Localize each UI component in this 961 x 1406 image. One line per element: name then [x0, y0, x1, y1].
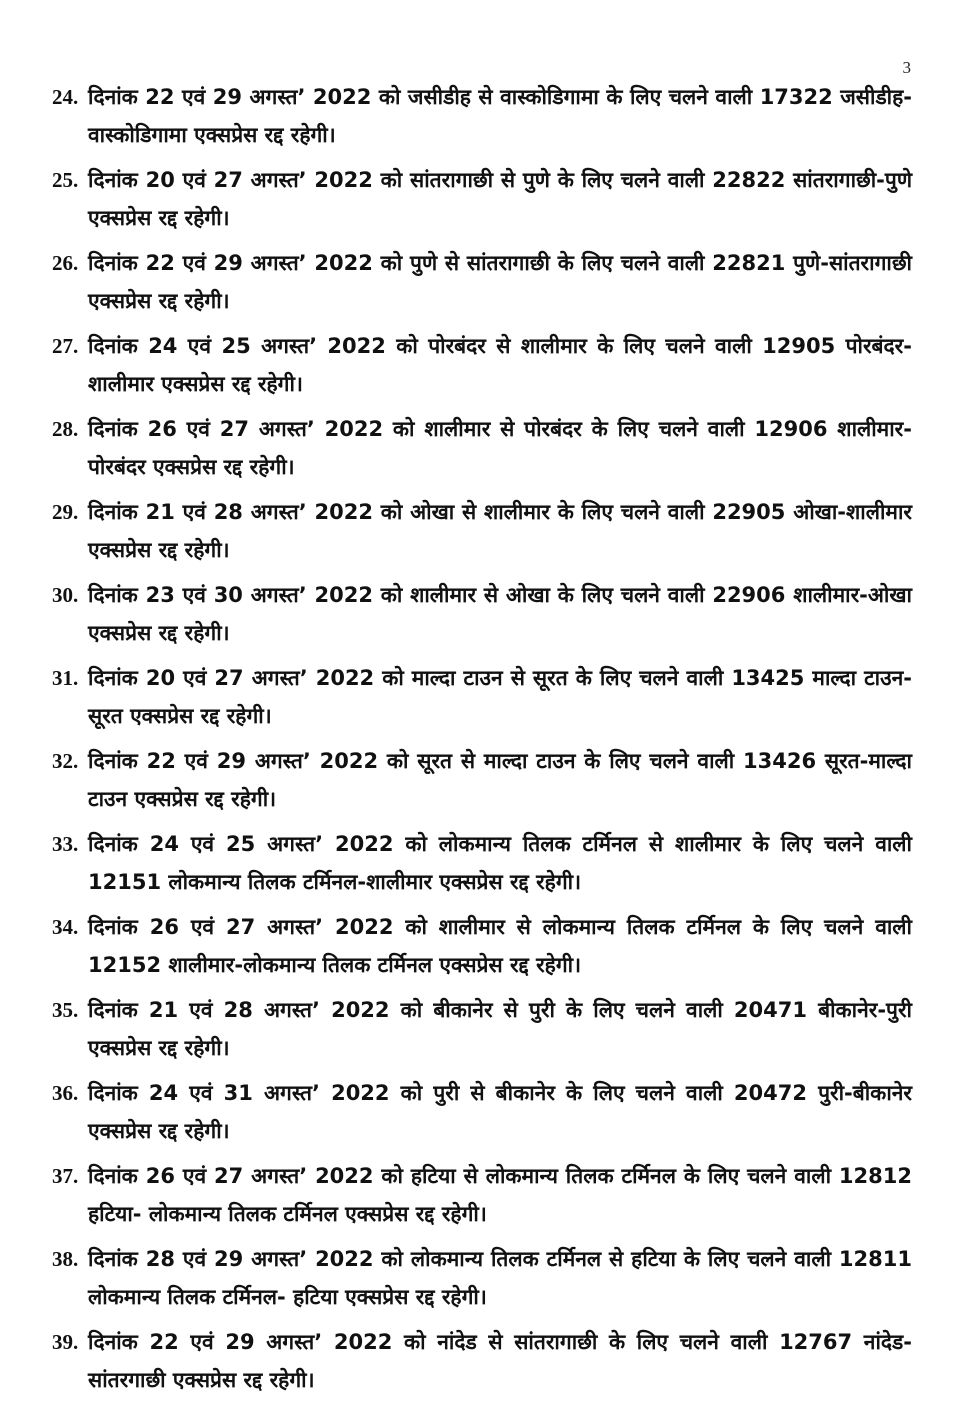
item-number: 35. — [52, 998, 79, 1022]
item-number: 26. — [52, 251, 79, 275]
list-item — [52, 576, 912, 652]
item-text: दिनांक 26 एवं 27 अगस्त’ 2022 को शालीमार से पोरबंदर के लिए चलने वाली 12906 शालीमार-पोरबंदर एक्सप्रेस रद्द रहेगी। — [88, 417, 912, 479]
list-item — [52, 493, 912, 569]
item-text: दिनांक 22 एवं 29 अगस्त’ 2022 को जसीडीह से वास्कोडिगामा के लिए चलने वाली 17322 जसीडीह-वास्कोडिगामा एक्सप्रेस रद्द रहेगी। — [88, 85, 912, 147]
item-text: दिनांक 22 एवं 29 अगस्त’ 2022 को पुणे से सांतरागाछी के लिए चलने वाली 22821 पुणे-सांतरागाछी एक्सप्रेस रद्द रहेगी। — [88, 251, 912, 313]
item-number: 29. — [52, 500, 79, 524]
item-text: दिनांक 26 एवं 27 अगस्त’ 2022 को शालीमार से लोकमान्य तिलक टर्मिनल के लिए चलने वाली 12152 शालीमार-लोकमान्य तिलक टर्मिनल एक्सप्रेस रद्द रहेगी। — [88, 915, 912, 977]
item-text: दिनांक 28 एवं 29 अगस्त’ 2022 को लोकमान्य तिलक टर्मिनल से हटिया के लिए चलने वाली 12811 लोकमान्य तिलक टर्मिनल- हटिया एक्सप्रेस रद्द रहेगी। — [88, 1247, 912, 1309]
page-number: 3 — [902, 58, 911, 77]
list-item — [52, 908, 912, 984]
item-number: 34. — [52, 915, 79, 939]
item-number: 31. — [52, 666, 79, 690]
item-number: 30. — [52, 583, 79, 607]
list-item — [52, 244, 912, 320]
item-text: दिनांक 21 एवं 28 अगस्त’ 2022 को ओखा से शालीमार के लिए चलने वाली 22905 ओखा-शालीमार एक्सप्रेस रद्द रहेगी। — [88, 500, 912, 562]
item-text: दिनांक 23 एवं 30 अगस्त’ 2022 को शालीमार से ओखा के लिए चलने वाली 22906 शालीमार-ओखा एक्सप्रेस रद्द रहेगी। — [88, 583, 912, 645]
list-item — [52, 1323, 912, 1399]
item-number: 32. — [52, 749, 79, 773]
list-item — [52, 327, 912, 403]
list-item — [52, 659, 912, 735]
item-text: दिनांक 26 एवं 27 अगस्त’ 2022 को हटिया से लोकमान्य तिलक टर्मिनल के लिए चलने वाली 12812 हटिया- लोकमान्य तिलक टर्मिनल एक्सप्रेस रद्द रहेगी। — [88, 1164, 912, 1226]
item-text: दिनांक 20 एवं 27 अगस्त’ 2022 को माल्दा टाउन से सूरत के लिए चलने वाली 13425 माल्दा टाउन-सूरत एक्सप्रेस रद्द रहेगी। — [88, 666, 912, 728]
item-number: 37. — [52, 1164, 79, 1188]
item-text: दिनांक 24 एवं 25 अगस्त’ 2022 को लोकमान्य तिलक टर्मिनल से शालीमार के लिए चलने वाली 12151 लोकमान्य तिलक टर्मिनल-शालीमार एक्सप्रेस रद्द रहेगी। — [88, 832, 912, 894]
item-number: 27. — [52, 334, 79, 358]
list-item — [52, 825, 912, 901]
item-text: दिनांक 21 एवं 28 अगस्त’ 2022 को बीकानेर से पुरी के लिए चलने वाली 20471 बीकानेर-पुरी एक्सप्रेस रद्द रहेगी। — [88, 998, 912, 1060]
list-item — [52, 1074, 912, 1150]
item-number: 24. — [52, 85, 79, 109]
item-number: 36. — [52, 1081, 79, 1105]
item-text: दिनांक 24 एवं 25 अगस्त’ 2022 को पोरबंदर से शालीमार के लिए चलने वाली 12905 पोरबंदर-शालीमार एक्सप्रेस रद्द रहेगी। — [88, 334, 912, 396]
item-number: 33. — [52, 832, 79, 856]
list-item — [52, 161, 912, 237]
item-number: 28. — [52, 417, 79, 441]
list-item — [52, 78, 912, 154]
item-number: 38. — [52, 1247, 79, 1271]
item-text: दिनांक 24 एवं 31 अगस्त’ 2022 को पुरी से बीकानेर के लिए चलने वाली 20472 पुरी-बीकानेर एक्सप्रेस रद्द रहेगी। — [88, 1081, 912, 1143]
list-item — [52, 991, 912, 1067]
list-item — [52, 1240, 912, 1316]
list-item — [52, 1157, 912, 1233]
item-text: दिनांक 22 एवं 29 अगस्त’ 2022 को सूरत से माल्दा टाउन के लिए चलने वाली 13426 सूरत-माल्दा टाउन एक्सप्रेस रद्द रहेगी। — [88, 749, 912, 811]
item-number: 39. — [52, 1330, 79, 1354]
cancellation-notice-list — [52, 78, 912, 1406]
item-text: दिनांक 22 एवं 29 अगस्त’ 2022 को नांदेड से सांतरागाछी के लिए चलने वाली 12767 नांदेड-सांतरगाछी एक्सप्रेस रद्द रहेगी। — [88, 1330, 912, 1392]
list-item — [52, 742, 912, 818]
item-text: दिनांक 20 एवं 27 अगस्त’ 2022 को सांतरागाछी से पुणे के लिए चलने वाली 22822 सांतरागाछी-पुणे एक्सप्रेस रद्द रहेगी। — [88, 168, 912, 230]
item-number: 25. — [52, 168, 79, 192]
list-item — [52, 410, 912, 486]
